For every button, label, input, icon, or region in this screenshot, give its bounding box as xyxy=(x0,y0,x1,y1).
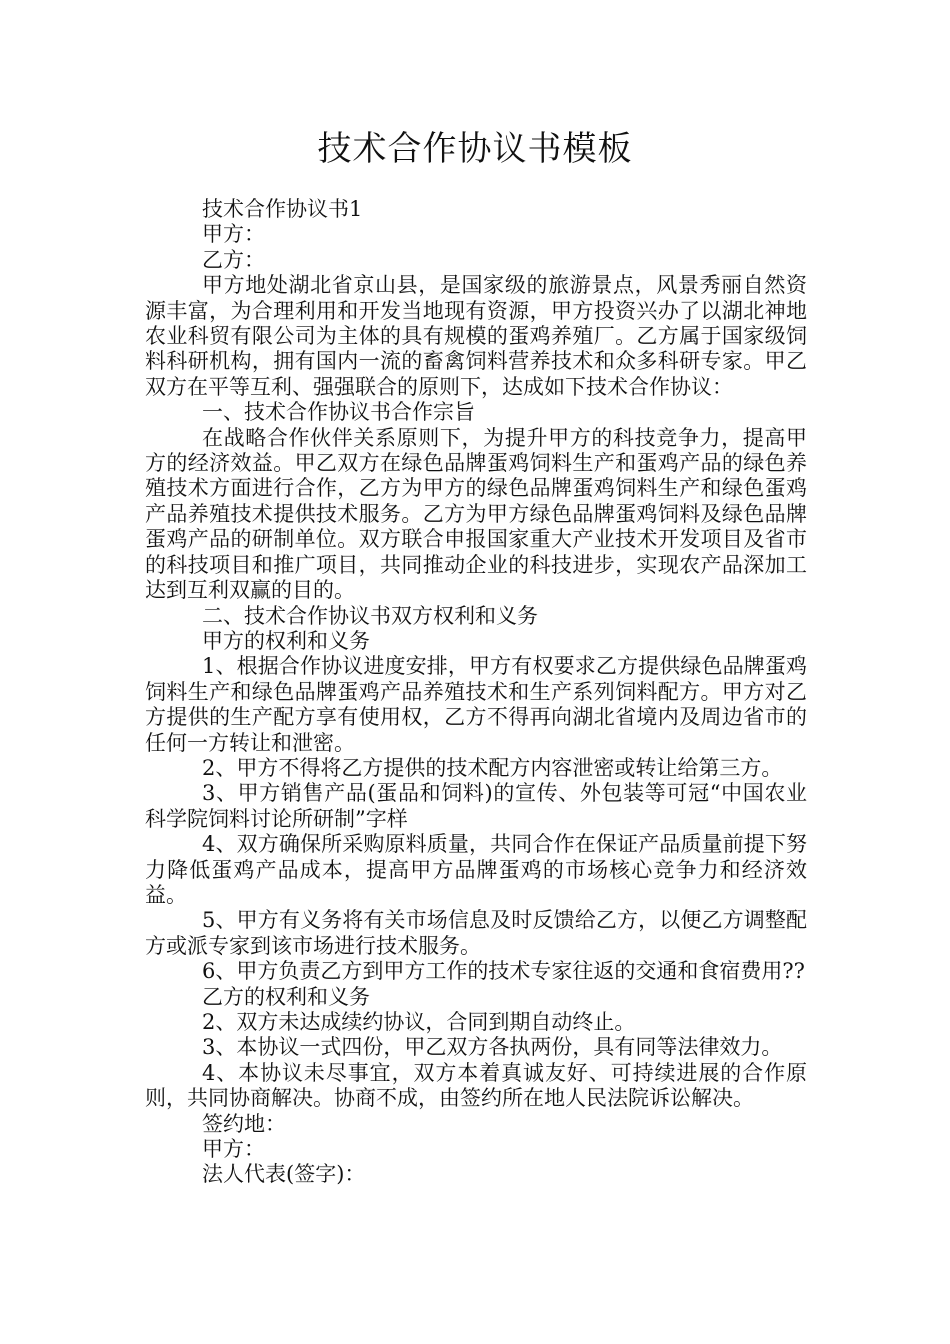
party-a-clause-4: 4、双方确保所采购原料质量，共同合作在保证产品质量前提下努力降低蛋鸡产品成本，提高甲方品牌蛋鸡的市场核心竞争力和经济效益。 xyxy=(145,832,807,907)
party-a-clause-5: 5、甲方有义务将有关市场信息及时反馈给乙方，以便乙方调整配方或派专家到该市场进行技术服务。 xyxy=(145,908,807,958)
intro-paragraph: 甲方地处湖北省京山县，是国家级的旅游景点，风景秀丽自然资源丰富，为合理利用和开发当地现有资源，甲方投资兴办了以湖北神地农业科贸有限公司为主体的具有规模的蛋鸡养殖厂。乙方属于国家级饲料科研机构，拥有国内一流的畜禽饲料营养技术和众多科研专家。甲乙双方在平等互利、强强联合的原则下，达成如下技术合作协议： xyxy=(145,273,807,399)
heading-agreement-1: 技术合作协议书1 xyxy=(202,197,363,221)
legal-representative-line: 法人代表(签字)： xyxy=(202,1162,366,1187)
document-body xyxy=(145,197,807,1188)
purpose-paragraph: 在战略合作伙伴关系原则下，为提升甲方的科技竞争力，提高甲方的经济效益。甲乙双方在绿色品牌蛋鸡饲料生产和蛋鸡产品的绿色养殖技术方面进行合作，乙方为甲方的绿色品牌蛋鸡饲料生产和绿色蛋鸡产品养殖技术提供技术服务。乙方为甲方绿色品牌蛋鸡饲料及绿色品牌蛋鸡产品的研制单位。双方联合申报国家重大产业技术开发项目及省市的科技项目和推广项目，共同推动企业的科技进步，实现农产品深加工达到互利双赢的目的。 xyxy=(145,425,807,603)
party-b-clause-2: 2、双方未达成续约协议，合同到期自动终止。 xyxy=(202,1010,636,1034)
party-b-clause-4: 4、本协议未尽事宜，双方本着真诚友好、可持续进展的合作原则，共同协商解决。协商不成，由签约所在地人民法院诉讼解决。 xyxy=(145,1060,807,1111)
party-a-clause-3: 3、甲方销售产品(蛋品和饲料)的宣传、外包装等可冠“中国农业科学院饲料讨论所研制”字样 xyxy=(145,781,807,831)
party-a-clause-6: 6、甲方负责乙方到甲方工作的技术专家往返的交通和食宿费用?? xyxy=(202,959,805,984)
signature-party-a-line: 甲方： xyxy=(202,1137,265,1162)
party-a-clause-2: 2、甲方不得将乙方提供的技术配方内容泄密或转让给第三方。 xyxy=(202,755,783,780)
party-a-line: 甲方： xyxy=(202,222,265,247)
section-heading-rights: 二、技术合作协议书双方权利和义务 xyxy=(202,603,538,628)
party-b-clause-3: 3、本协议一式四份，甲乙双方各执两份，具有同等法律效力。 xyxy=(202,1035,783,1060)
signing-place-line: 签约地： xyxy=(202,1111,286,1136)
subheading-party-a-rights: 甲方的权利和义务 xyxy=(202,628,370,653)
party-b-line: 乙方： xyxy=(202,247,265,272)
party-a-clause-1: 1、根据合作协议进度安排，甲方有权要求乙方提供绿色品牌蛋鸡饲料生产和绿色品牌蛋鸡产品养殖技术和生产系列饲料配方。甲方对乙方提供的生产配方享有使用权，乙方不得再向湖北省境内及周边省市的任何一方转让和泄密。 xyxy=(145,654,807,755)
subheading-party-b-rights: 乙方的权利和义务 xyxy=(202,984,370,1009)
document-title: 技术合作协议书模板 xyxy=(317,129,633,169)
section-heading-purpose: 一、技术合作协议书合作宗旨 xyxy=(202,400,475,425)
